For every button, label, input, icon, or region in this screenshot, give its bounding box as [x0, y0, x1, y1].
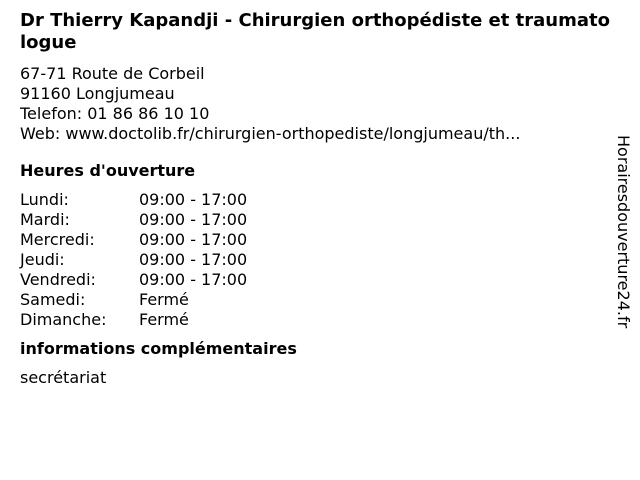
additional-info-heading: informations complémentaires: [20, 339, 297, 358]
hours-row-monday: [20, 190, 247, 210]
additional-info-text: secrétariat: [20, 368, 107, 387]
day-label: Mercredi:: [20, 230, 95, 249]
hours-row-thursday: [20, 250, 247, 270]
street-address: 67-71 Route de Corbeil: [20, 64, 205, 83]
day-label: Vendredi:: [20, 270, 96, 289]
site-watermark: Horairesdouverture24.fr: [614, 135, 633, 329]
day-hours: 09:00 - 17:00: [139, 250, 248, 269]
listing-content: [20, 10, 610, 388]
hours-row-tuesday: [20, 210, 247, 230]
city-postcode: 91160 Longjumeau: [20, 84, 175, 103]
day-hours: 09:00 - 17:00: [139, 270, 248, 289]
day-hours: 09:00 - 17:00: [139, 210, 248, 229]
website-link[interactable]: Web: www.doctolib.fr/chirurgien-orthopediste/longjumeau/th...: [20, 124, 521, 143]
hours-row-friday: [20, 270, 247, 290]
day-label: Lundi:: [20, 190, 69, 209]
opening-hours-table: [20, 190, 247, 330]
day-label: Mardi:: [20, 210, 70, 229]
day-label: Jeudi:: [20, 250, 65, 269]
hours-row-sunday: [20, 310, 247, 330]
day-hours: Fermé: [139, 290, 189, 309]
hours-row-saturday: [20, 290, 247, 310]
contact-block: [20, 64, 610, 144]
day-label: Samedi:: [20, 290, 86, 309]
day-hours: Fermé: [139, 310, 189, 329]
day-hours: 09:00 - 17:00: [139, 190, 248, 209]
page-title: Dr Thierry Kapandji - Chirurgien orthopédiste et traumatologue: [20, 10, 610, 53]
hours-row-wednesday: [20, 230, 247, 250]
day-label: Dimanche:: [20, 310, 107, 329]
phone-number: Telefon: 01 86 86 10 10: [20, 104, 210, 123]
opening-hours-heading: Heures d'ouverture: [20, 161, 196, 180]
day-hours: 09:00 - 17:00: [139, 230, 248, 249]
